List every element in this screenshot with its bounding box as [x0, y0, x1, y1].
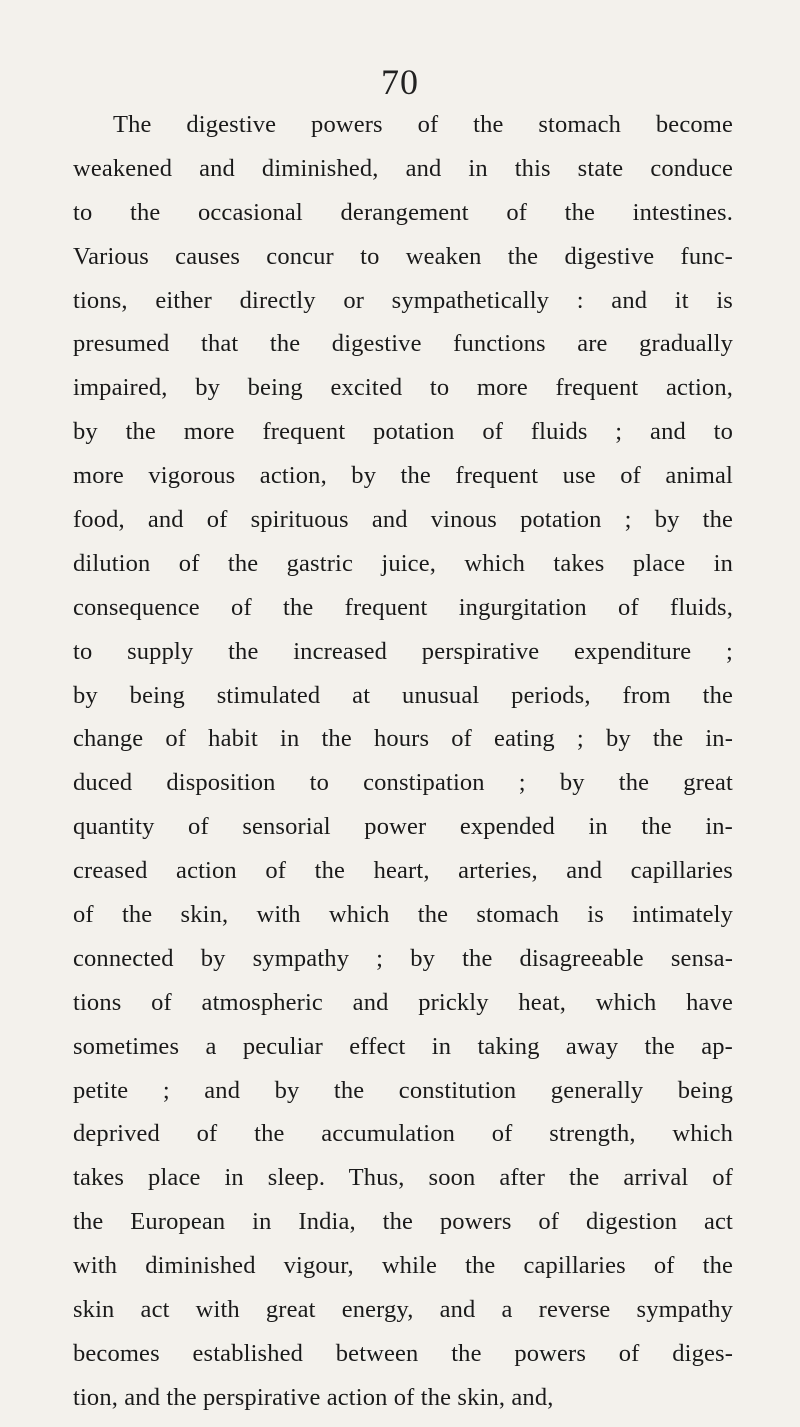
page-number: 70	[381, 62, 419, 102]
text-line: The digestive powers of the stomach become	[113, 111, 733, 138]
text-line: skin act with great energy, and a reverse sympathy	[73, 1296, 733, 1324]
text-line: duced disposition to constipation ; by the great	[73, 769, 733, 797]
body-text	[73, 103, 733, 1420]
text-line: by the more frequent potation of fluids ; and to	[73, 418, 733, 446]
text-line: tion, and the perspirative action of the skin, and,	[73, 1383, 554, 1411]
text-line: tions of atmospheric and prickly heat, which have	[73, 988, 733, 1016]
text-line: tions, either directly or sympathetically : and it is	[73, 286, 733, 314]
text-line: becomes established between the powers of diges-	[73, 1339, 733, 1367]
text-line: takes place in sleep. Thus, soon after the arrival of	[73, 1164, 733, 1192]
text-line: dilution of the gastric juice, which takes place in	[73, 549, 733, 577]
text-line: consequence of the frequent ingurgitation of fluids,	[73, 593, 733, 621]
text-line: deprived of the accumulation of strength, which	[73, 1120, 733, 1148]
text-line: by being stimulated at unusual periods, from the	[73, 681, 733, 709]
text-line: creased action of the heart, arteries, and capillaries	[73, 857, 733, 885]
text-line: weakened and diminished, and in this state conduce	[73, 154, 733, 182]
text-line: with diminished vigour, while the capillaries of the	[73, 1252, 733, 1280]
text-line: presumed that the digestive functions are gradually	[73, 330, 733, 358]
text-line: impaired, by being excited to more frequent action,	[73, 374, 733, 402]
text-line: the European in India, the powers of digestion act	[73, 1208, 733, 1236]
text-line: sometimes a peculiar effect in taking away the ap-	[73, 1032, 733, 1060]
text-line: petite ; and by the constitution generally being	[73, 1076, 733, 1104]
text-line: quantity of sensorial power expended in the in-	[73, 813, 733, 841]
text-line: more vigorous action, by the frequent use of animal	[73, 462, 733, 490]
text-line: food, and of spirituous and vinous potation ; by the	[73, 506, 733, 534]
text-line: connected by sympathy ; by the disagreeable sensa-	[73, 944, 733, 972]
text-line: Various causes concur to weaken the digestive func-	[73, 242, 733, 270]
text-line: change of habit in the hours of eating ; by the in-	[73, 725, 733, 753]
text-line: to the occasional derangement of the intestines.	[73, 198, 733, 226]
text-line: to supply the increased perspirative expenditure ;	[73, 637, 733, 665]
text-line: of the skin, with which the stomach is intimately	[73, 901, 733, 929]
